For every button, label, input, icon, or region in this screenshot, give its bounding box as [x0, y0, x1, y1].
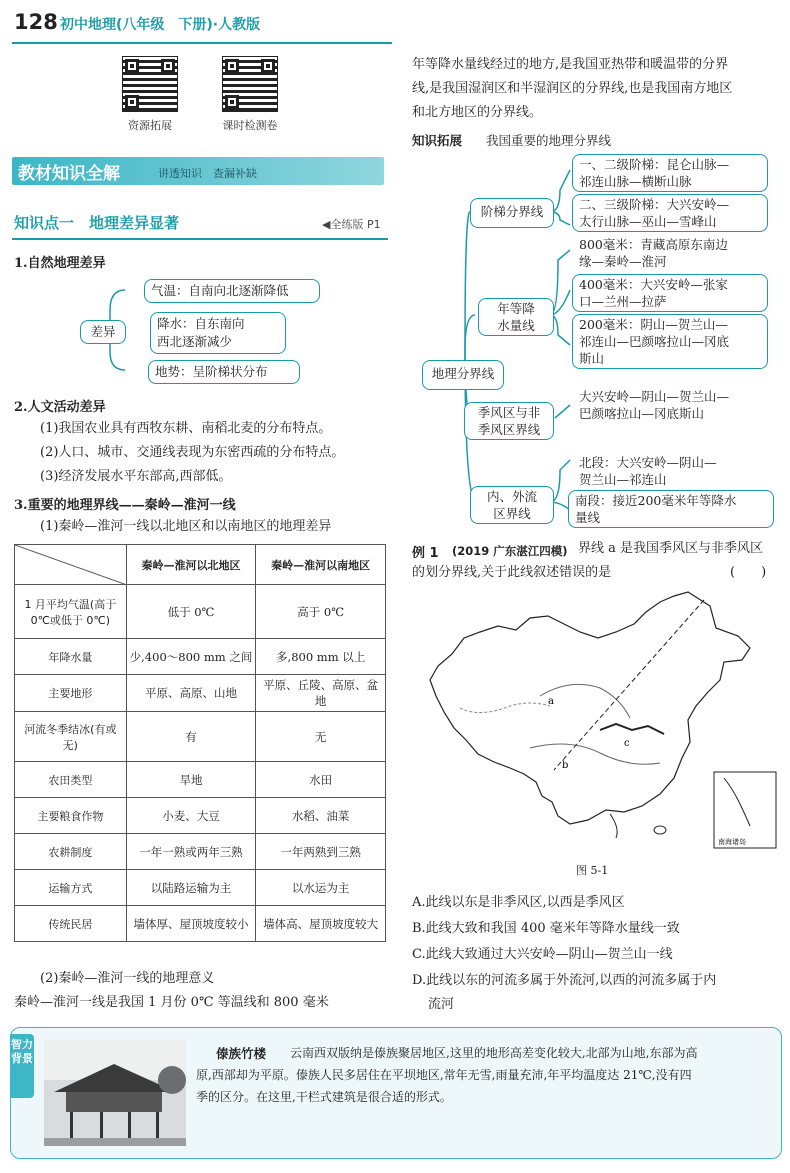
- answer-blank[interactable]: ( ): [730, 565, 767, 580]
- option-d-cont: 流河: [428, 997, 455, 1012]
- table-cell: 一年一熟或两年三熟: [126, 834, 256, 870]
- figure-caption: 图 5-1: [576, 864, 609, 877]
- map-label-c: c: [624, 738, 630, 749]
- kp-divider: [12, 238, 388, 240]
- table-cell: 农耕制度: [15, 834, 127, 870]
- qr-label-resources: 资源拓展: [128, 119, 172, 132]
- mindmap-root: 地理分界线: [422, 360, 504, 390]
- extension-title: 我国重要的地理分界线: [486, 133, 612, 148]
- table-cell: 多,800 mm 以上: [256, 639, 386, 675]
- table-corner: [15, 545, 127, 585]
- human-item-1: (1)我国农业具有西牧东耕、南稻北麦的分布特点。: [40, 421, 332, 436]
- table-cell: 墙体高、屋顶坡度较大: [256, 906, 386, 942]
- table-cell: 旱地: [126, 762, 256, 798]
- table-row: [15, 798, 386, 834]
- human-item-2: (2)人口、城市、交通线表现为东密西疏的分布特点。: [40, 445, 345, 460]
- mindmap-leaf: 一、二级阶梯：昆仑山脉— 祁连山脉—横断山脉: [572, 154, 768, 192]
- cont-line-1: 年等降水量线经过的地方,是我国亚热带和暖温带的分界: [412, 57, 729, 72]
- inset-label: 南海诸岛: [718, 838, 746, 846]
- natural-center: 差异: [80, 320, 126, 344]
- option-b[interactable]: B.此线大致和我国 400 毫米年等降水量线一致: [412, 921, 680, 936]
- example-source: (2019 广东湛江四模): [452, 544, 568, 558]
- qr-code-resources[interactable]: [122, 56, 178, 112]
- table-cell: 水田: [256, 762, 386, 798]
- cont-line-2: 线,是我国湿润区和半湿润区的分界线,也是我国南方地区: [412, 81, 733, 96]
- example-question-2: 的划分界线,关于此线叙述错误的是: [412, 565, 612, 580]
- table-cell: 河流冬季结冰(有或无): [15, 712, 127, 762]
- mindmap-leaf: 北段：大兴安岭—阴山— 贺兰山—祁连山: [572, 452, 768, 490]
- table-cell: 农田类型: [15, 762, 127, 798]
- table-row: [15, 675, 386, 712]
- table-row: [15, 639, 386, 675]
- option-d[interactable]: D.此线以东的河流多属于外流河,以西的河流多属于内: [412, 973, 717, 988]
- option-a[interactable]: A.此线以东是非季风区,以西是季风区: [412, 895, 625, 910]
- header-divider: [12, 42, 392, 44]
- background-tab: 智力 背景: [10, 1034, 34, 1098]
- table-row: [15, 834, 386, 870]
- qr-code-quiz[interactable]: [222, 56, 278, 112]
- inset-frame: [714, 772, 776, 848]
- table-cell: 以陆路运输为主: [126, 870, 256, 906]
- human-heading: 2.人文活动差异: [14, 400, 106, 415]
- table-cell: 水稻、油菜: [256, 798, 386, 834]
- mindmap-leaf: 二、三级阶梯：大兴安岭— 太行山脉—巫山—雪峰山: [572, 194, 768, 232]
- reference-link[interactable]: ◀全练版 P1: [322, 218, 381, 231]
- table-cell: 一年两熟到三熟: [256, 834, 386, 870]
- comparison-table: [14, 544, 386, 942]
- table-cell: 墙体厚、屋顶坡度较小: [126, 906, 256, 942]
- natural-heading: 1.自然地理差异: [14, 256, 106, 271]
- qr-label-quiz: 课时检测卷: [222, 119, 278, 132]
- section-subtitle: 讲透知识 查漏补缺: [158, 167, 257, 180]
- table-cell: 主要粮食作物: [15, 798, 127, 834]
- boundary-sub2-text: 秦岭—淮河一线是我国 1 月份 0℃ 等温线和 800 毫米: [14, 995, 329, 1010]
- table-cell: 平原、高原、山地: [126, 675, 256, 712]
- qinling-mountains: [600, 724, 664, 734]
- natural-item-terrain: 地势：呈阶梯状分布: [148, 360, 300, 384]
- mindmap-branch-rain: 年等降 水量线: [478, 298, 554, 336]
- table-cell: 少,400～800 mm 之间: [126, 639, 256, 675]
- table-cell: 主要地形: [15, 675, 127, 712]
- table-header-south: 秦岭—淮河以南地区: [256, 545, 386, 585]
- natural-item-rain: 降水：自东南向 西北逐渐减少: [150, 312, 286, 354]
- table-cell: 年降水量: [15, 639, 127, 675]
- table-cell: 小麦、大豆: [126, 798, 256, 834]
- background-line-3: 季的区分。在这里,干栏式建筑是很合适的形式。: [196, 1090, 452, 1104]
- mindmap-leaf: 200毫米：阴山—贺兰山— 祁连山—巴颜喀拉山—冈底 斯山: [572, 314, 768, 369]
- mindmap-leaf: 大兴安岭—阴山—贺兰山— 巴颜喀拉山—冈底斯山: [572, 386, 768, 424]
- table-cell: 高于 0℃: [256, 585, 386, 639]
- map-label-b: b: [562, 760, 569, 771]
- mindmap-leaf: 400毫米：大兴安岭—张家 口—兰州—拉萨: [572, 274, 768, 312]
- table-row: [15, 870, 386, 906]
- background-line-2: 原,西部却为平原。傣族人民多居住在平坝地区,常年无雪,雨量充沛,年平均温度达 21℃,没有四: [196, 1068, 692, 1082]
- mindmap-branch-monsoon: 季风区与非 季风区界线: [464, 402, 554, 440]
- example-label: 例 1: [412, 546, 439, 561]
- river-yangtze: [530, 744, 660, 764]
- table-cell: 无: [256, 712, 386, 762]
- china-outline: [430, 592, 750, 824]
- cont-line-3: 和北方地区的分界线。: [412, 105, 543, 120]
- table-cell: 平原、丘陵、高原、盆地: [256, 675, 386, 712]
- map-label-a: a: [548, 696, 554, 707]
- table-row: [15, 762, 386, 798]
- hainan-coast: [610, 814, 617, 838]
- section-title: 教材知识全解: [18, 164, 120, 184]
- book-title: 初中地理(八年级 下册)·人教版: [60, 17, 261, 33]
- mindmap-leaf: 800毫米：青藏高原东南边 缘—秦岭—淮河: [572, 234, 768, 272]
- page-number: 128: [14, 10, 58, 34]
- table-cell: 有: [126, 712, 256, 762]
- mindmap-branch-drainage: 内、外流 区界线: [470, 486, 554, 524]
- background-line-1: 云南西双版纳是傣族聚居地区,这里的地形高差变化较大,北部为山地,东部为高: [290, 1046, 698, 1060]
- table-cell: 运输方式: [15, 870, 127, 906]
- knowledge-point-title: 知识点一 地理差异显著: [14, 214, 180, 232]
- dai-house-photo: [44, 1040, 186, 1146]
- desert-boundary: [460, 703, 550, 713]
- china-map: [420, 588, 780, 850]
- table-row: [15, 585, 386, 639]
- natural-item-temp: 气温：自南向北逐渐降低: [144, 279, 320, 303]
- table-cell: 1 月平均气温(高于0℃或低于 0℃): [15, 585, 127, 639]
- mindmap-branch-step: 阶梯分界线: [470, 198, 554, 228]
- option-c[interactable]: C.此线大致通过大兴安岭—阴山—贺兰山一线: [412, 947, 673, 962]
- background-title: 傣族竹楼: [216, 1046, 267, 1061]
- extension-label: 知识拓展: [412, 133, 463, 148]
- mindmap-leaf: 南段：接近200毫米年等降水 量线: [568, 490, 774, 528]
- hainan-island: [654, 826, 666, 834]
- human-item-3: (3)经济发展水平东部高,西部低。: [40, 469, 232, 484]
- table-cell: 低于 0℃: [126, 585, 256, 639]
- table-row: [15, 906, 386, 942]
- table-row: [15, 712, 386, 762]
- example-question-1: 界线 a 是我国季风区与非季风区: [578, 541, 764, 556]
- table-cell: 传统民居: [15, 906, 127, 942]
- boundary-heading: 3.重要的地理界线——秦岭—淮河一线: [14, 498, 236, 513]
- boundary-sub2: (2)秦岭—淮河一线的地理意义: [40, 971, 215, 986]
- boundary-sub1: (1)秦岭—淮河一线以北地区和以南地区的地理差异: [40, 519, 332, 534]
- table-header-north: 秦岭—淮河以北地区: [126, 545, 256, 585]
- table-cell: 以水运为主: [256, 870, 386, 906]
